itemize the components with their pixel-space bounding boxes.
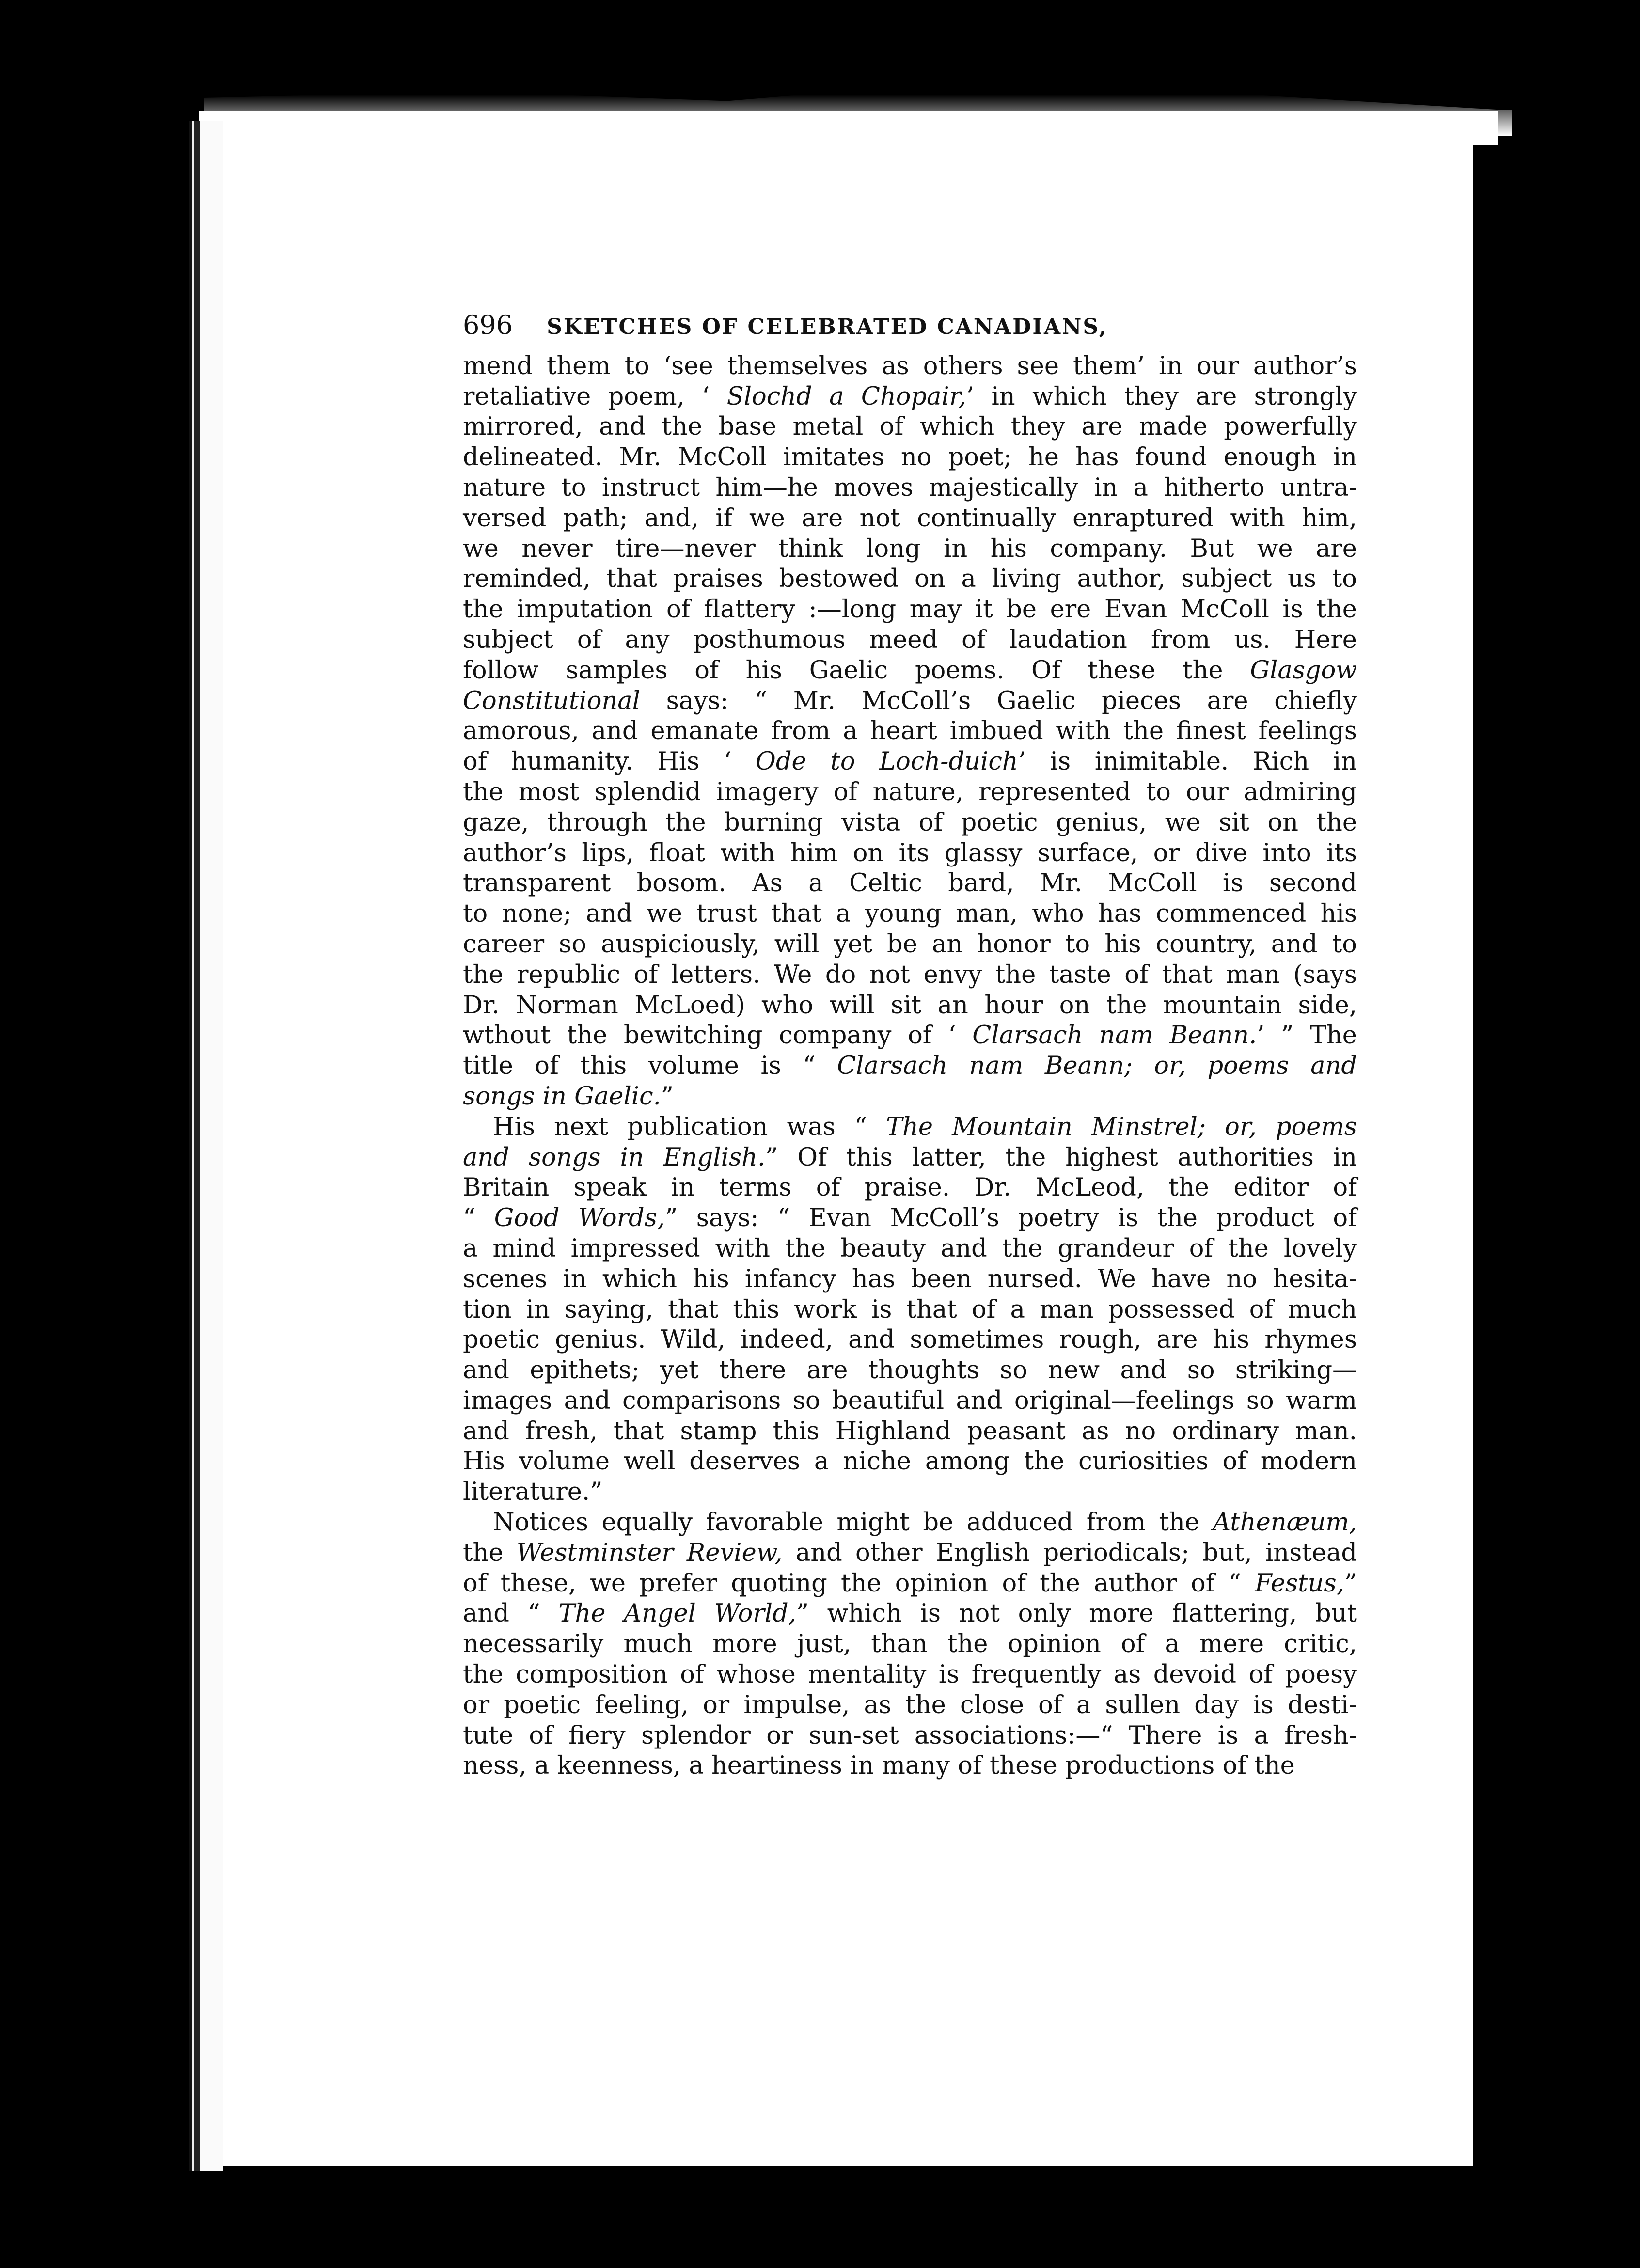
text-segment: ”: [661, 1082, 674, 1111]
text-segment: and “: [463, 1599, 559, 1628]
text-segment: His next publication was “: [493, 1112, 886, 1141]
text-segment: retaliative poem, ‘: [463, 382, 727, 411]
text-segment: His volume well deserves a niche among the curiosities of modern: [463, 1447, 1357, 1476]
text-line: [463, 868, 1357, 899]
text-segment: the republic of letters. We do not envy the taste of that man (says: [463, 960, 1357, 989]
text-line: [463, 991, 1357, 1021]
text-line: [463, 1660, 1357, 1690]
text-segment: career so auspiciously, will yet be an honor to his country, and to: [463, 929, 1357, 959]
text-segment: mirrored, and the base metal of which they are made powerfully: [463, 412, 1357, 441]
text-segment: and fresh, that stamp this Highland peasant as no ordinary man.: [463, 1417, 1357, 1446]
text-segment: the composition of whose mentality is frequently as devoid of poesy: [463, 1660, 1357, 1689]
text-line: [463, 1417, 1357, 1447]
paragraph: [463, 1112, 1357, 1508]
text-segment: or poetic feeling, or impulse, as the close of a sullen day is desti-: [463, 1690, 1357, 1719]
text-segment: we never tire—never think long in his company. But we are: [463, 534, 1357, 563]
italic-text: Clarsach nam Beann; or, poems and: [837, 1052, 1357, 1081]
text-line: [463, 442, 1357, 473]
text-segment: necessarily much more just, than the opinion of a mere critic,: [463, 1630, 1357, 1659]
text-segment: follow samples of his Gaelic poems. Of these the: [463, 656, 1250, 685]
text-line: [463, 1143, 1357, 1173]
page-body: [463, 310, 1357, 1781]
italic-text: and songs in English.: [463, 1143, 766, 1172]
text-line: [463, 808, 1357, 838]
text-segment: the: [463, 1538, 517, 1567]
text-segment: and epithets; yet there are thoughts so new and so striking—: [463, 1356, 1357, 1385]
text-line: [463, 1325, 1357, 1355]
text-line: [463, 1173, 1357, 1203]
text-line: [463, 1447, 1357, 1477]
text-line: [463, 1264, 1357, 1295]
text-line: [463, 716, 1357, 747]
italic-text: Athenæum,: [1213, 1508, 1357, 1537]
running-head-title: SKETCHES OF CELEBRATED CANADIANS,: [547, 315, 1108, 339]
text-line: [463, 838, 1357, 869]
text-segment: subject of any posthumous meed of laudation from us. Here: [463, 625, 1357, 654]
text-segment: says: “ Mr. McColl’s Gaelic pieces are chiefly: [640, 686, 1357, 715]
text-line: [463, 1203, 1357, 1234]
text-line: [463, 382, 1357, 412]
text-segment: ” says: “ Evan McColl’s poetry is the product of: [665, 1204, 1357, 1233]
text-line: [463, 351, 1357, 382]
text-segment: wthout the bewitching company of ‘: [463, 1021, 973, 1050]
text-segment: the imputation of flattery :—long may it be ere Evan McColl is the: [463, 595, 1357, 624]
text-segment: ’ is inimitable. Rich in: [1018, 747, 1357, 776]
text-segment: tute of fiery splendor or sun-set associations:—“ There is a fresh-: [463, 1721, 1357, 1750]
italic-text: Glasgow: [1250, 656, 1357, 685]
text-line: [463, 686, 1357, 717]
text-line: [463, 1721, 1357, 1751]
text-line: [463, 929, 1357, 960]
text-segment: author’s lips, float with him on its glassy surface, or dive into its: [463, 838, 1357, 867]
running-head: [463, 310, 1357, 343]
text-line: [463, 1355, 1357, 1386]
text-segment: ”: [1344, 1569, 1357, 1598]
text-segment: poetic genius. Wild, indeed, and sometimes rough, are his rhymes: [463, 1325, 1357, 1354]
text-line: [463, 1629, 1357, 1660]
text-segment: transparent bosom. As a Celtic bard, Mr. McColl is second: [463, 869, 1357, 898]
text-segment: Britain speak in terms of praise. Dr. McLeod, the editor of: [463, 1173, 1357, 1202]
text-segment: gaze, through the burning vista of poetic genius, we sit on the: [463, 808, 1357, 837]
text-segment: reminded, that praises bestowed on a living author, subject us to: [463, 565, 1357, 594]
text-segment: and other English periodicals; but, instead: [782, 1538, 1357, 1567]
italic-text: Good Words,: [494, 1204, 665, 1233]
text-segment: ’ in which they are strongly: [966, 382, 1357, 411]
text-line: [463, 747, 1357, 777]
italic-text: The Angel World,: [558, 1599, 796, 1628]
text-segment: a mind impressed with the beauty and the grandeur of the lovely: [463, 1234, 1357, 1263]
text-segment: ” Of this latter, the highest authorities in: [765, 1143, 1357, 1172]
text-line: [463, 1538, 1357, 1569]
text-line: [463, 777, 1357, 808]
text-line: [463, 656, 1357, 686]
text-line: [463, 960, 1357, 991]
book-spine: [189, 121, 223, 2171]
text-segment: tion in saying, that this work is that of a man possessed of much: [463, 1295, 1357, 1324]
text-segment: ness, a keenness, a heartiness in many of these productions of the: [463, 1751, 1295, 1780]
text-line: [463, 1051, 1357, 1082]
text-line: [463, 899, 1357, 929]
text-line: [463, 1295, 1357, 1325]
text-segment: delineated. Mr. McColl imitates no poet; he has found enough in: [463, 443, 1357, 472]
text-line: [463, 1112, 1357, 1143]
text-line: [463, 1234, 1357, 1264]
paragraph: [463, 1508, 1357, 1781]
italic-text: The Mountain Minstrel; or, poems: [886, 1112, 1357, 1141]
text-segment: Notices equally favorable might be adduced from the: [493, 1508, 1213, 1537]
italic-text: Festus,: [1255, 1569, 1344, 1598]
text-line: [463, 1599, 1357, 1629]
text-line: [463, 564, 1357, 595]
text-line: [463, 595, 1357, 625]
text-segment: versed path; and, if we are not continually enraptured with him,: [463, 504, 1357, 533]
text-line: [463, 1508, 1357, 1538]
text-line: [463, 412, 1357, 442]
text-segment: of these, we prefer quoting the opinion of the author of “: [463, 1569, 1255, 1598]
text-segment: ’ ” The: [1257, 1021, 1357, 1050]
page-number: 696: [463, 310, 513, 340]
text-line: [463, 1751, 1357, 1781]
italic-text: Constitutional: [463, 686, 640, 715]
page-right-edge: [1473, 145, 1502, 2166]
text-line: [463, 534, 1357, 565]
text-line: [463, 1690, 1357, 1721]
text-segment: title of this volume is “: [463, 1052, 837, 1081]
italic-text: Ode to Loch-duich: [756, 747, 1018, 776]
text-line: [463, 1082, 1357, 1112]
text-segment: of humanity. His ‘: [463, 747, 756, 776]
text-line: [463, 504, 1357, 534]
text-segment: scenes in which his infancy has been nursed. We have no hesita-: [463, 1264, 1357, 1293]
body-text: [463, 351, 1357, 1781]
text-segment: ” which is not only more flattering, but: [796, 1599, 1357, 1628]
text-line: [463, 1569, 1357, 1599]
italic-text: songs in Gaelic.: [463, 1082, 661, 1111]
text-line: [463, 1386, 1357, 1417]
text-segment: Dr. Norman McLoed) who will sit an hour on the mountain side,: [463, 991, 1357, 1020]
text-segment: “: [463, 1204, 494, 1233]
text-segment: images and comparisons so beautiful and original—feelings so warm: [463, 1386, 1357, 1415]
text-segment: to none; and we trust that a young man, who has commenced his: [463, 899, 1357, 929]
text-segment: nature to instruct him—he moves majestically in a hitherto untra-: [463, 473, 1357, 502]
text-line: [463, 473, 1357, 504]
paragraph: [463, 351, 1357, 1112]
text-segment: literature.”: [463, 1478, 603, 1507]
text-segment: the most splendid imagery of nature, represented to our admiring: [463, 777, 1357, 806]
text-line: [463, 1477, 1357, 1508]
text-line: [463, 1021, 1357, 1051]
italic-text: Slochd a Chopair,: [726, 382, 966, 411]
text-line: [463, 625, 1357, 656]
italic-text: Westminster Review,: [516, 1538, 783, 1567]
italic-text: Clarsach nam Beann.: [972, 1021, 1257, 1050]
text-segment: amorous, and emanate from a heart imbued with the finest feelings: [463, 717, 1357, 746]
text-segment: mend them to ‘see themselves as others see them’ in our author’s: [463, 351, 1357, 380]
